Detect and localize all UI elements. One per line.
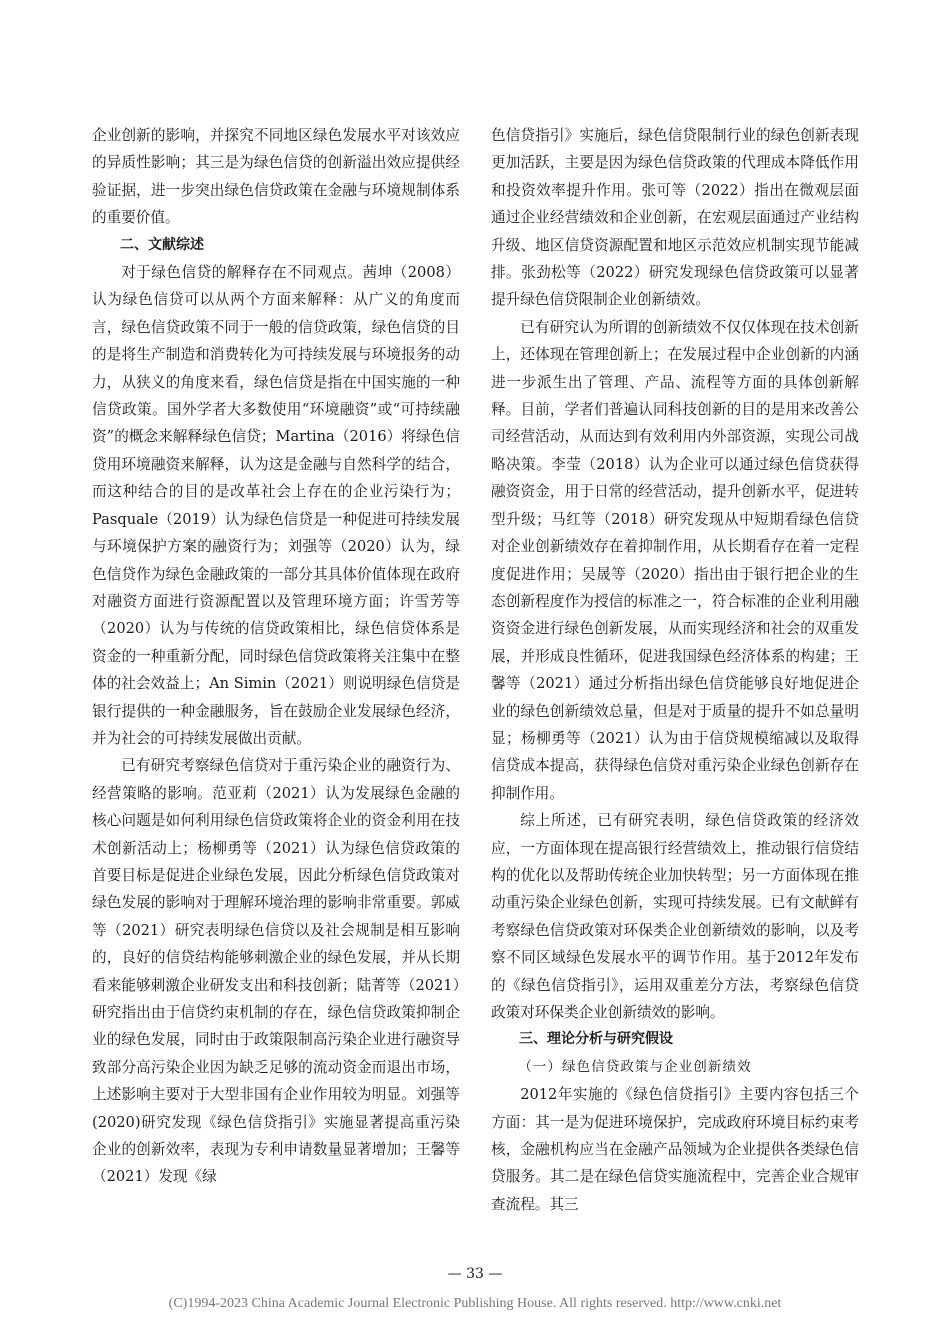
subsection-heading: （一）绿色信贷政策与企业创新绩效 <box>518 1058 752 1075</box>
paragraph: 已有研究认为所谓的创新绩效不仅仅体现在技术创新上，还体现在管理创新上；在发展过程中企业创新的内涵进一步派生出了管理、产品、流程等方面的具体创新解释。目前，学者们普遍认同科技创新的目的是用来改善公司经营活动，从而达到有效利用内外部资源，实现公司战略决策。李莹（2018）认为企业可以通过绿色信贷获得融资资金，用于日常的经营活动，提升创新水平，促进转型升级；马红等（2018）研究发现从中短期看绿色信贷对企业创新绩效存在着抑制作用，从长期看存在着一定程度促进作用；吴晟等（2020）指出由于银行把企业的生态创新程度作为授信的标准之一，符合标准的企业利用融资资金进行绿色创新发展，从而实现经济和社会的双重发展，并形成良性循环，促进我国绿色经济体系的构建；王馨等（2021）通过分析指出绿色信贷能够良好地促进企业的绿色创新绩效总量，但是对于质量的提升不如总量明显；杨柳勇等（2021）认为由于信贷规模缩减以及取得信贷成本提高，获得绿色信贷对重污染企业绿色创新存在抑制作用。 <box>491 318 859 802</box>
paragraph: 2012年实施的《绿色信贷指引》主要内容包括三个方面：其一是为促进环境保护，完成政府环境目标约束考核，金融机构应当在金融产品领域为企业提供各类绿色信贷服务。其二是在绿色信贷实施流程中，完善企业合规审查流程。其三 <box>491 1086 859 1213</box>
section-heading: 二、文献综述 <box>120 236 204 253</box>
paragraph: 已有研究考察绿色信贷对于重污染企业的融资行为、经营策略的影响。范亚莉（2021）认为发展绿色金融的核心问题是如何利用绿色信贷政策将企业的资金利用在技术创新活动上；杨柳勇等（2021）认为绿色信贷政策的首要目标是促进企业绿色发展，因此分析绿色信贷政策对绿色发展的影响对于理解环境治理的影响非常重要。郭威等（2021）研究表明绿色信贷以及社会规制是相互影响的，良好的信贷结构能够刺激企业的绿色发展，并从长期看来能够刺激企业研发支出和科技创新；陆菁等（2021）研究指出由于信贷约束机制的存在，绿色信贷政策抑制企业的绿色发展，同时由于政策限制高污染企业进行融资导致部分高污染企业因为缺乏足够的流动资金而退出市场，上述影响主要对于大型非国有企业作用较为明显。刘强等(2020)研究发现《绿色信贷指引》实施显著提高重污染企业的创新效率，表现为专利申请数量显著增加；王馨等（2021）发现《绿 <box>92 757 460 1186</box>
section-heading: 三、理论分析与研究假设 <box>519 1031 673 1048</box>
paragraph: 企业创新的影响，并探究不同地区绿色发展水平对该效应的异质性影响；其三是为绿色信贷的创新溢出效应提供经验证据，进一步突出绿色信贷政策在金融与环境规制体系的重要价值。 <box>92 127 460 227</box>
left-column <box>92 122 460 1191</box>
paragraph: 综上所述，已有研究表明，绿色信贷政策的经济效应，一方面体现在提高银行经营绩效上，推动银行信贷结构的优化以及帮助传统企业加快转型；另一方面体现在推动重污染企业绿色创新，实现可持续发展。已有文献鲜有考察绿色信贷政策对环保类企业创新绩效的影响，以及考察不同区域绿色发展水平的调节作用。基于2012年发布的《绿色信贷指引》，运用双重差分方法，考察绿色信贷政策对环保类企业创新绩效的影响。 <box>491 812 859 1021</box>
page-number: — 33 — <box>447 1266 503 1282</box>
paragraph: 色信贷指引》实施后，绿色信贷限制行业的绿色创新表现更加活跃，主要是因为绿色信贷政策的代理成本降低作用和投资效率提升作用。张可等（2022）指出在微观层面通过企业经营绩效和企业创新，在宏观层面通过产业结构升级、地区信贷资源配置和地区示范效应机制实现节能减排。张劲松等（2022）研究发现绿色信贷政策可以显著提升绿色信贷限制企业创新绩效。 <box>491 127 859 309</box>
paragraph: 对于绿色信贷的解释存在不同观点。茜坤（2008）认为绿色信贷可以从两个方面来解释：从广义的角度而言，绿色信贷政策不同于一般的信贷政策，绿色信贷的目的是将生产制造和消费转化为可持续发展与环境报务的动力，从狭义的角度来看，绿色信贷是指在中国实施的一种信贷政策。国外学者大多数使用“环境融资”或“可持续融资”的概念来解释绿色信贷；Martina（2016）将绿色信贷用环境融资来解释，认为这是金融与自然科学的结合，而这种结合的目的是改革社会上存在的企业污染行为；Pasquale（2019）认为绿色信贷是一种促进可持续发展与环境保护方案的融资行为；刘强等（2020）认为，绿色信贷作为绿色金融政策的一部分其具体价值体现在政府对融资方面进行资源配置以及管理环境方面；许雪芳等（2020）认为与传统的信贷政策相比，绿色信贷体系是资金的一种重新分配，同时绿色信贷政策将关注集中在整体的社会效益上；An Simin（2021）则说明绿色信贷是银行提供的一种金融服务，旨在鼓励企业发展绿色经济，并为社会的可持续发展做出贡献。 <box>92 264 460 747</box>
right-column <box>491 122 859 1218</box>
copyright-footer: (C)1994-2023 China Academic Journal Electronic Publishing House. All rights reserved. http://www.cnki.net <box>168 1296 782 1311</box>
